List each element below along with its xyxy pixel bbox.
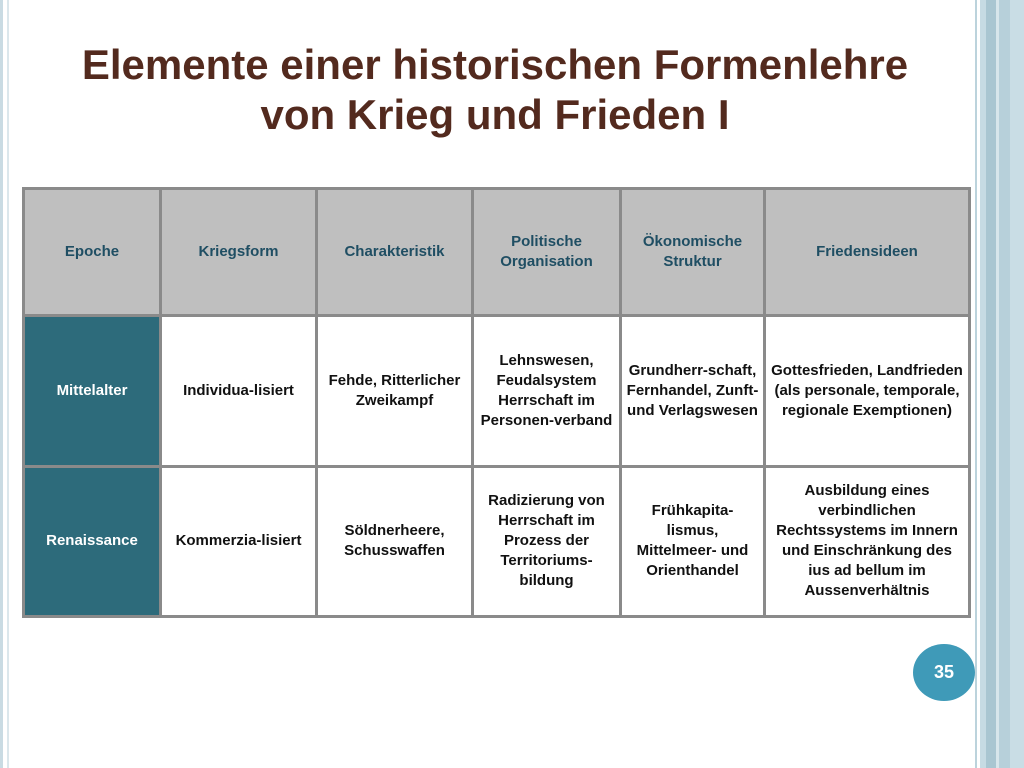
table-cell: Kommerzia-lisiert	[161, 466, 317, 616]
right-decor-stripe	[986, 0, 996, 768]
header-cell-charakteristik: Charakteristik	[317, 189, 473, 316]
table-cell: Fehde, Ritterlicher Zweikampf	[317, 316, 473, 466]
table-row	[24, 466, 970, 616]
epoch-cell-mittelalter: Mittelalter	[24, 316, 161, 466]
slide-title-line-2: von Krieg und Frieden I	[260, 91, 730, 138]
table-cell: Gottesfrieden, Landfrieden (als personale, temporale, regionale Exemptionen)	[765, 316, 970, 466]
table-cell: Ausbildung eines verbindlichen Rechtssystems im Innern und Einschränkung des ius ad bellum im Aussenverhältnis	[765, 466, 970, 616]
header-cell-epoche: Epoche	[24, 189, 161, 316]
header-cell-friedensideen: Friedensideen	[765, 189, 970, 316]
page-number: 35	[933, 662, 955, 682]
table-cell: Frühkapita-lismus, Mittelmeer- und Orienthandel	[621, 466, 765, 616]
header-cell-kriegsform: Kriegsform	[161, 189, 317, 316]
epoch-cell-renaissance: Renaissance	[24, 466, 161, 616]
table-cell: Individua-lisiert	[161, 316, 317, 466]
right-decor-stripe	[1010, 0, 1024, 768]
header-cell-politische-organisation: Politische Organisation	[473, 189, 621, 316]
slide-title-line-1: Elemente einer historischen Formenlehre	[81, 41, 909, 88]
slide-title	[30, 40, 960, 140]
right-decor-stripe	[999, 0, 1010, 768]
table-cell: Lehnswesen, Feudalsystem Herrschaft im Personen-verband	[473, 316, 621, 466]
table-cell: Söldnerheere, Schusswaffen	[317, 466, 473, 616]
page-number-badge	[913, 644, 975, 701]
table-header-row	[24, 189, 970, 316]
table-row	[24, 316, 970, 466]
right-decor-stripe	[975, 0, 977, 768]
comparison-table	[22, 187, 971, 618]
left-decor-stripe	[0, 0, 3, 768]
left-decor-stripe-inner	[7, 0, 9, 768]
table-cell: Grundherr-schaft, Fernhandel, Zunft- und Verlagswesen	[621, 316, 765, 466]
header-cell-oekonomische-struktur: Ökonomische Struktur	[621, 189, 765, 316]
table-cell: Radizierung von Herrschaft im Prozess der Territoriums-bildung	[473, 466, 621, 616]
